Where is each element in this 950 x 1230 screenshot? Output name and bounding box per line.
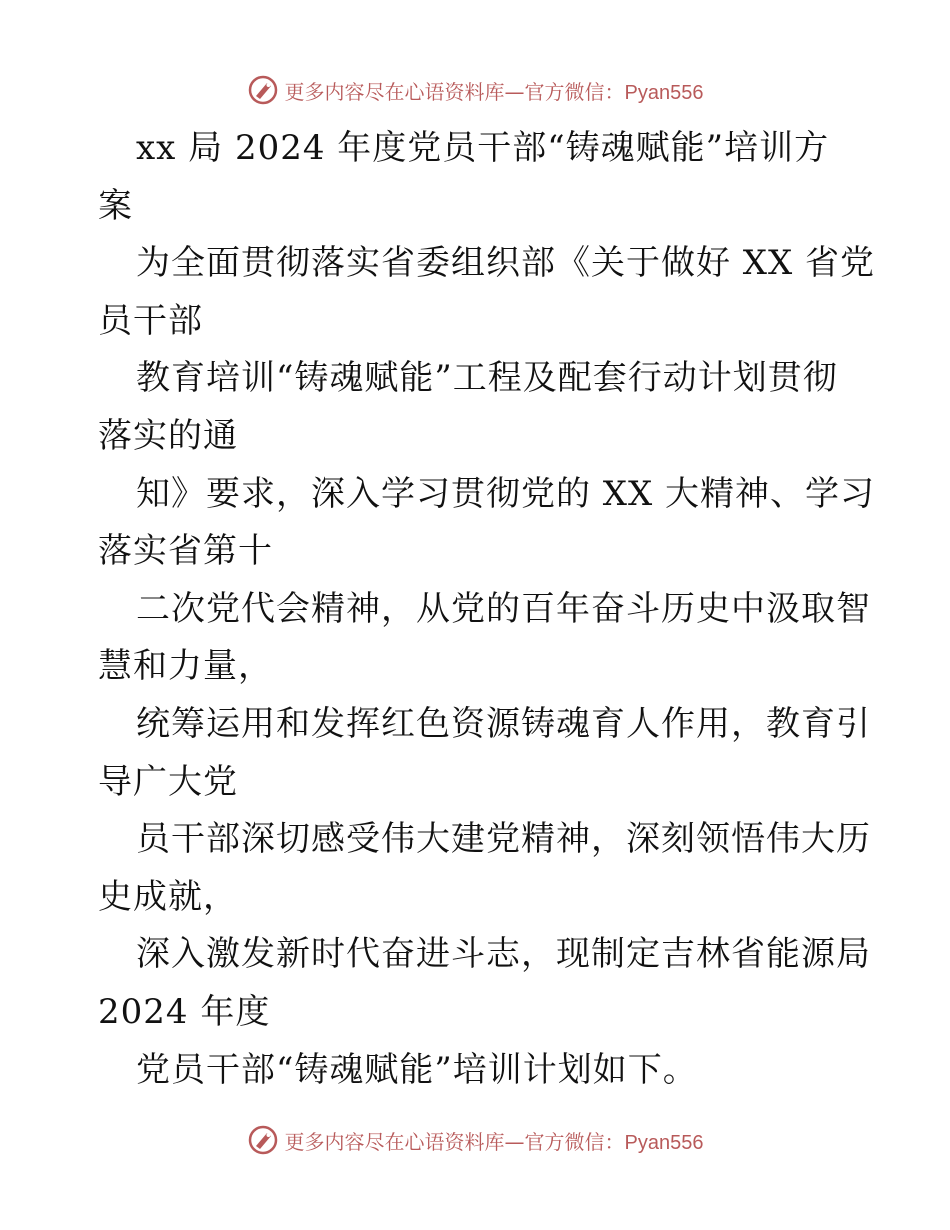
document-line: 2024 年度 bbox=[98, 991, 271, 1032]
document-line: 知》要求，深入学习贯彻党的 XX 大精神、学习 bbox=[136, 473, 876, 514]
document-line: 落实的通 bbox=[98, 415, 238, 456]
document-line: 史成就， bbox=[98, 876, 238, 917]
watermark-text: 更多内容尽在心语资料库— bbox=[284, 1129, 525, 1154]
document-line: 教育培训“铸魂赋能”工程及配套行动计划贯彻 bbox=[136, 358, 838, 399]
document-line: 案 bbox=[98, 185, 133, 226]
document-line: 深入激发新时代奋进斗志，现制定吉林省能源局 bbox=[136, 934, 871, 975]
watermark-wechat: 官方微信：Pyan556 bbox=[524, 81, 704, 104]
document-line: 员干部深切感受伟大建党精神，深刻领悟伟大历 bbox=[136, 819, 871, 860]
document-line: 员干部 bbox=[98, 300, 203, 341]
watermark-wechat: 官方微信：Pyan556 bbox=[524, 1131, 704, 1154]
document-line: 党员干部“铸魂赋能”培训计划如下。 bbox=[136, 1049, 698, 1090]
document-line: 为全面贯彻落实省委组织部《关于做好 XX 省党 bbox=[136, 243, 876, 284]
document-line: 二次党代会精神，从党的百年奋斗历史中汲取智 bbox=[136, 588, 871, 629]
watermark-banner-bottom bbox=[0, 1120, 950, 1160]
pen-logo-icon bbox=[247, 74, 279, 106]
document-body bbox=[98, 120, 876, 1099]
document-line: xx 局 2024 年度党员干部“铸魂赋能”培训方 bbox=[136, 128, 830, 168]
document-line: 慧和力量， bbox=[98, 646, 273, 687]
pen-logo-icon bbox=[247, 1124, 279, 1156]
watermark-banner-top bbox=[0, 70, 950, 110]
document-line: 导广大党 bbox=[98, 761, 238, 802]
document-line: 落实省第十 bbox=[98, 531, 273, 572]
watermark-text: 更多内容尽在心语资料库— bbox=[284, 79, 525, 104]
document-line: 统筹运用和发挥红色资源铸魂育人作用，教育引 bbox=[136, 703, 871, 744]
